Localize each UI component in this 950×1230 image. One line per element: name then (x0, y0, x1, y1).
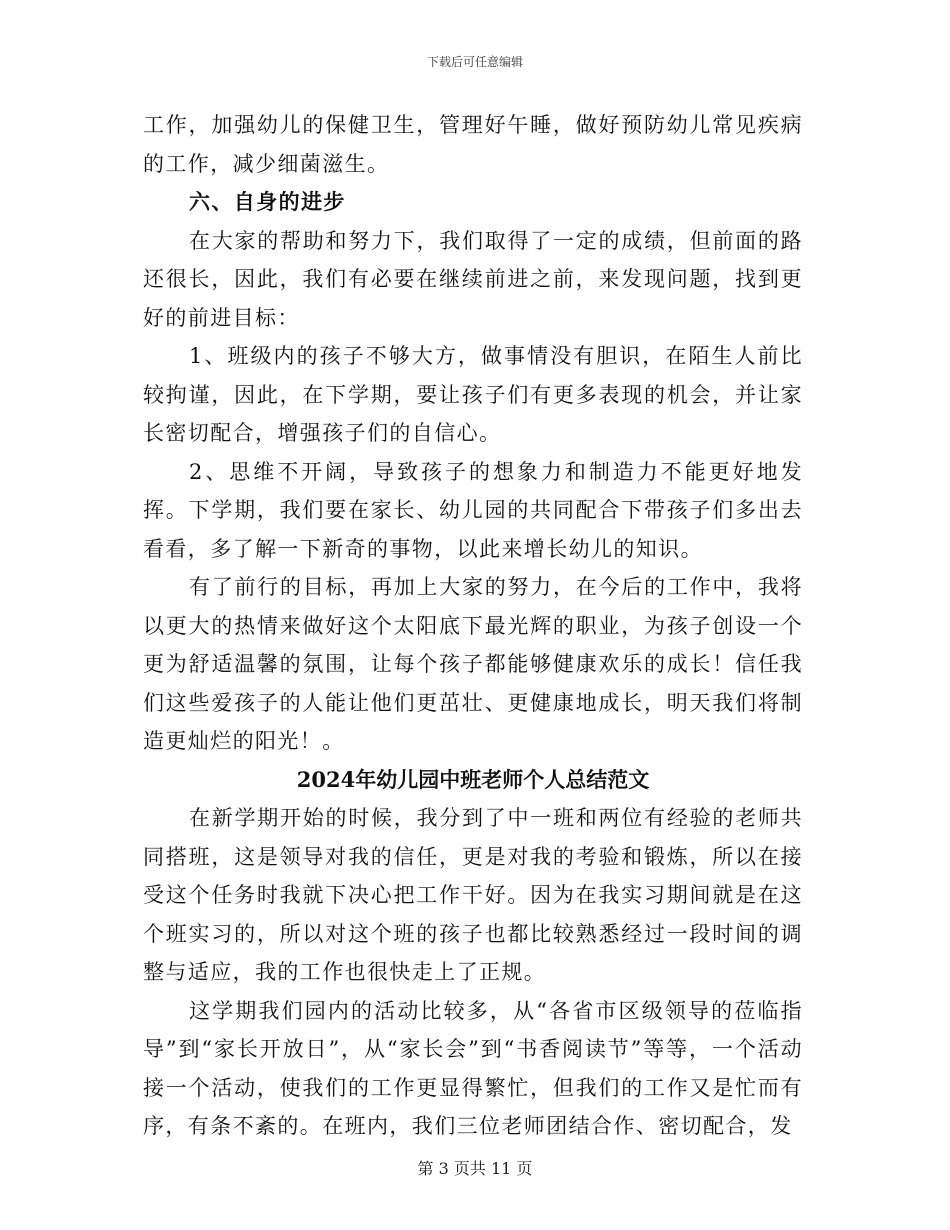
paragraph: 在大家的帮助和努力下，我们取得了一定的成绩，但前面的路还很长，因此，我们有必要在继续前进之前，来发现问题，找到更好的前进目标： (143, 228, 803, 330)
paragraph: 2、思维不开阔，导致孩子的想象力和制造力不能更好地发挥。下学期，我们要在家长、幼儿园的共同配合下带孩子们多出去看看，多了解一下新奇的事物，以此来增长幼儿的知识。 (143, 459, 803, 561)
page-footer: 第 3 页共 11 页 (417, 1159, 533, 1178)
paragraph: 1、班级内的孩子不够大方，做事情没有胆识，在陌生人前比较拘谨，因此，在下学期，要让孩子们有更多表现的机会，并让家长密切配合，增强孩子们的自信心。 (143, 344, 803, 445)
paragraph: 工作，加强幼儿的保健卫生，管理好午睡，做好预防幼儿常见疾病的工作，减少细菌滋生。 (143, 113, 803, 176)
document-body (143, 106, 803, 1146)
paragraph: 在新学期开始的时候，我分到了中一班和两位有经验的老师共同搭班，这是领导对我的信任，更是对我的考验和锻炼，所以在接受这个任务时我就下决心把工作干好。因为在我实习期间就是在这个班实习的，所以对这个班的孩子也都比较熟悉经过一段时间的调整与适应，我的工作也很快走上了正规。 (143, 806, 803, 984)
paragraph: 有了前行的目标，再加上大家的努力，在今后的工作中，我将以更大的热情来做好这个太阳底下最光辉的职业，为孩子创设一个更为舒适温馨的氛围，让每个孩子都能够健康欢乐的成长！信任我们这些爱孩子的人能让他们更茁壮、更健康地成长，明天我们将制造更灿烂的阳光！。 (143, 575, 803, 753)
article-title: 2024年幼儿园中班老师个人总结范文 (296, 766, 650, 792)
page-header: 下载后可任意编辑 (426, 55, 523, 69)
paragraph: 这学期我们园内的活动比较多，从“各省市区级领导的莅临指导”到“家长开放日”，从“家长会”到“书香阅读节”等等，一个活动接一个活动，使我们的工作更显得繁忙，但我们的工作又是忙而有序，有条不紊的。在班内，我们三位老师团结合作、密切配合，发 (143, 998, 803, 1138)
section-heading: 六、自身的进步 (189, 189, 346, 214)
